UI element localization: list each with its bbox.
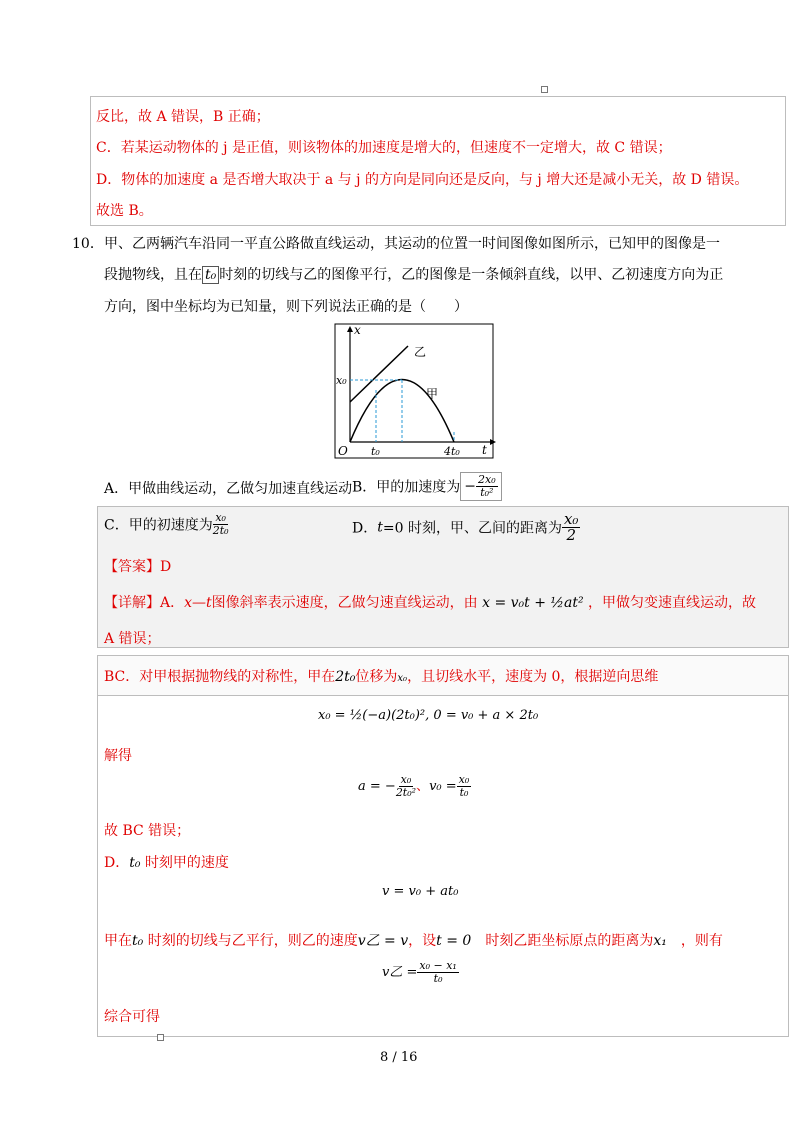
t0-label: t₀	[371, 445, 380, 458]
position-time-graph	[330, 322, 498, 462]
question-line-1: 甲、乙两辆汽车沿同一平直公路做直线运动，其运动的位置一时间图像如图所示，已知甲的图像是一	[104, 236, 720, 252]
prev-line-1: 反比，故 A 错误，B 正确；	[96, 109, 270, 125]
option-b: B．甲的加速度为 − $\frac{\text{2x₀}}{\text{t₀²}}$	[352, 472, 502, 501]
anchor-marker-top	[541, 86, 548, 93]
anchor-marker-bottom	[157, 1034, 164, 1041]
equation-2: a = − $\frac{\text{x₀}}{\text{2t₀²}}$ 、v₀ = $\frac{\text{x₀}}{\text{t₀}}$	[358, 773, 470, 799]
t-axis-label: t	[482, 443, 487, 457]
jiede-label: 解得	[104, 748, 132, 764]
prev-line-3: D．物体的加速度 a 是否增大取决于 a 与 j 的方向是同向还是反向，与 j 增大还是减小无关，故 D 错误。	[96, 172, 749, 188]
x0-label: x₀	[336, 374, 347, 387]
detail-line-1: 【详解】A．x—t图像斜率表示速度，乙做匀速直线运动，由 x = v₀t + ½at² ，甲做匀变速直线运动，故	[104, 595, 757, 611]
prev-line-2: C．若某运动物体的 j 是正值，则该物体的加速度是增大的，但速度不一定增大，故 C 错误；	[96, 140, 672, 156]
question-number: 10．	[72, 236, 104, 252]
option-a: A．甲做曲线运动，乙做匀加速直线运动	[104, 481, 353, 497]
t0-inline-box: t₀	[202, 266, 219, 284]
prev-line-4: 故选 B。	[96, 203, 153, 219]
bc-wrong: 故 BC 错误；	[104, 823, 191, 839]
page-number: 8 / 16	[380, 1050, 418, 1065]
origin-label: O	[338, 444, 348, 458]
x-axis-label: x	[354, 323, 361, 337]
equation-4: v乙 = $\frac{\text{x₀ − x₁}}{\text{t₀}}$	[382, 959, 457, 985]
detail-formula: x = v₀t + ½at²	[482, 595, 584, 611]
equation-3: v = v₀ + at₀	[382, 884, 459, 899]
option-c: C．甲的初速度为 $\frac{\text{x₀}}{\text{2t₀}}$	[104, 511, 229, 537]
t4-label: 4t₀	[444, 445, 460, 458]
question-line-2: 段抛物线，且在 t₀ 时刻的切线与乙的图像平行，乙的图像是一条倾斜直线，以甲、乙初速度方向为正	[104, 267, 724, 283]
relation-line: 甲在t₀ 时刻的切线与乙平行，则乙的速度v乙 = v，设t = 0 时刻乙距坐标原点的距离为x₁ ，则有	[104, 933, 723, 949]
equation-1: x₀ = ½(−a)(2t₀)², 0 = v₀ + a × 2t₀	[318, 708, 539, 723]
bc-line: BC．对甲根据抛物线的对称性，甲在2t₀位移为x₀，且切线水平，速度为 0，根据逆向思维	[104, 669, 659, 685]
last-line: 综合可得	[104, 1009, 160, 1025]
question-line-3: 方向，图中坐标均为已知量，则下列说法正确的是（ ）	[104, 299, 468, 315]
detail-line-2: A 错误；	[104, 631, 161, 647]
yi-label: 乙	[414, 345, 427, 359]
d-line: D．t₀ 时刻甲的速度	[104, 855, 229, 871]
option-d: D．t=0 时刻，甲、乙间的距离为 $\frac{\text{x₀}}{2}$	[352, 510, 579, 544]
answer-label: 【答案】D	[104, 559, 172, 575]
jia-label: 甲	[426, 387, 439, 401]
